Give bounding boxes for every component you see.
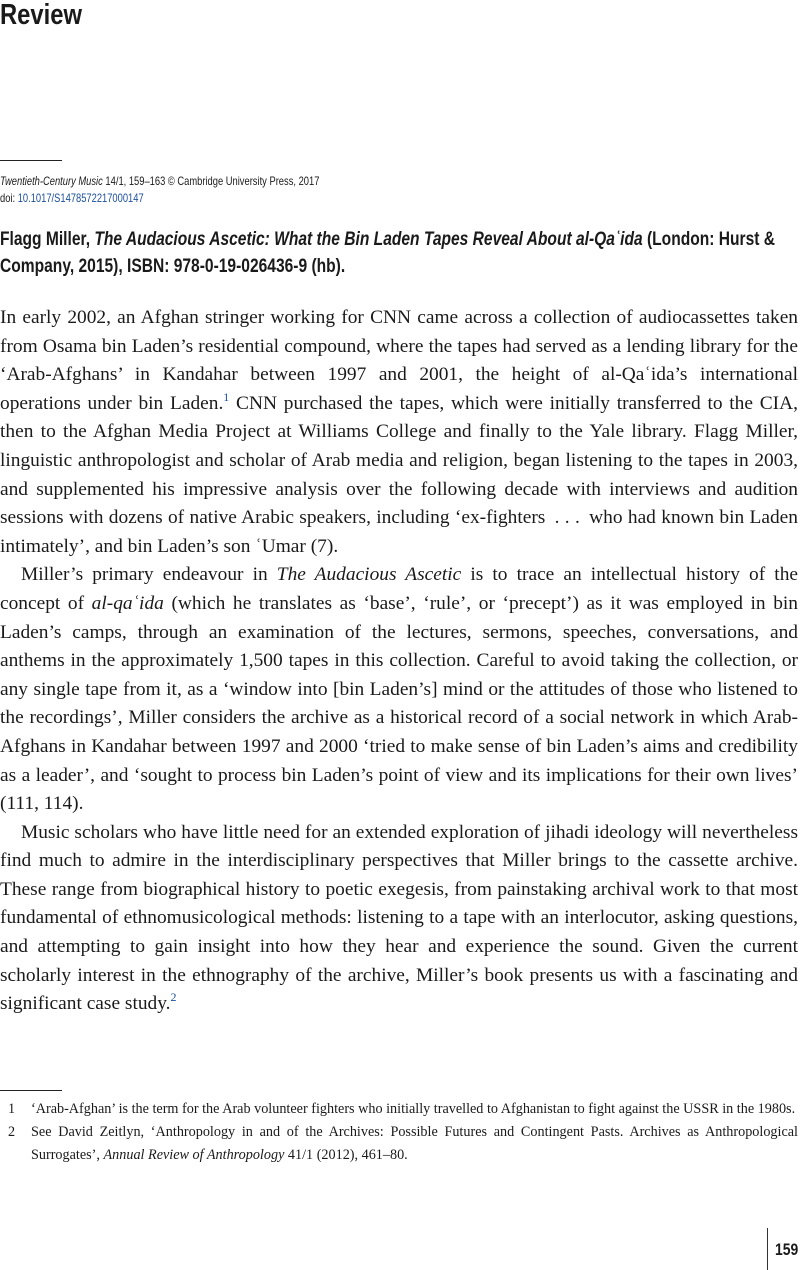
doi-line (0, 191, 144, 207)
footnote-1 (0, 1098, 798, 1121)
footnote-ref-1[interactable]: 1 (223, 389, 230, 404)
doi-link[interactable]: 10.1017/S1478572217000147 (17, 191, 144, 205)
footnote-2 (0, 1121, 798, 1167)
paragraph-1-text-a: In early 2002, an Afghan stringer working for CNN came across a collection of audiocassettes taken from Osama bin Laden’s residential compound, where the tapes had served as a lending library for the ‘Arab-Afghans’ in Kandahar between 1997 and 2001, the height of al-Qaʿida’s international operations under bin Laden. (0, 307, 798, 414)
doi-label: doi: (0, 191, 18, 205)
footnote-1-number: 1 (8, 1101, 16, 1117)
paragraph-2-text-b: is to trace an intellectual history of the concept of (0, 564, 798, 614)
review-heading (0, 226, 800, 280)
paragraph-1 (0, 304, 798, 561)
paragraph-2-text-c: (which he translates as ‘base’, ‘rule’, or ‘precept’) as it was employed in bin Laden’s camps, through an examination of the lectures, sermons, speeches, conversations, and anthems in the approximately 1,500 tapes in this collection. Careful to avoid taking the collection, or any single tape from it, as a ‘window into [bin Laden’s] mind or the attitudes of those who listened to the recordings’, Miller considers the archive as a historical record of a social network in which Arab-Afghans in Kandahar between 1997 and 2000 ‘tried to make sense of bin Laden’s aims and credibility as a leader’, and ‘sought to process bin Laden’s point of view and its implications for their own lives’ (111, 114). (0, 592, 798, 815)
paragraph-3 (0, 819, 798, 1019)
paragraph-2 (0, 561, 798, 818)
journal-name: Twentieth-Century Music (0, 174, 103, 188)
paragraph-1-text-b: CNN purchased the tapes, which were initially transferred to the CIA, then to the Afghan Media Project at Williams College and finally to the Yale library. Flagg Miller, linguistic anthropologist and scholar of Arab media and religion, began listening to the tapes in 2003, and supplemented his impressive analysis over the following decade with interviews and audition sessions with dozens of native Arabic speakers, including ‘ex-fighters . . . who had known bin Laden intimately’, and bin Laden’s son ʿUmar (7). (0, 392, 798, 557)
paragraph-3-text: Music scholars who have little need for an extended exploration of jihadi ideology will nevertheless find much to admire in the interdisciplinary perspectives that Miller brings to the cassette archive. These range from biographical history to poetic exegesis, from painstaking archival work to that most fundamental of ethnomusicological methods: listening to a tape with an interlocutor, asking questions, and attempting to gain insight into how they hear and experience the sound. Given the current scholarly interest in the ethnography of the archive, Miller’s book presents us with a fascinating and significant case study. (0, 821, 798, 1015)
citation-details: 14/1, 159–163 © Cambridge University Press, 2017 (102, 174, 320, 188)
footnote-rule (0, 1090, 62, 1091)
reviewed-book-title: The Audacious Ascetic: What the Bin Laden Tapes Reveal About al-Qaʿida (94, 229, 643, 250)
section-header: Review (0, 0, 82, 31)
journal-citation (0, 174, 319, 190)
footnote-2-journal: Annual Review of Anthropology (103, 1147, 285, 1163)
footnote-2-text-b: 41/1 (2012), 461–80. (284, 1147, 408, 1163)
footnotes (0, 1098, 798, 1167)
page-number-rule (767, 1228, 768, 1270)
paragraph-2-text-a: Miller’s primary endeavour in (21, 564, 277, 586)
footnote-ref-2[interactable]: 2 (170, 990, 177, 1005)
footnote-2-number: 2 (8, 1124, 16, 1140)
article-body (0, 304, 798, 1019)
footnote-1-text: ‘Arab-Afghan’ is the term for the Arab volunteer fighters who initially travelled to Afghanistan to fight against the USSR in the 1980s. (31, 1101, 796, 1117)
header-rule (0, 160, 62, 161)
reviewed-author: Flagg Miller, (0, 229, 95, 250)
footnote-2-text-a: See David Zeitlyn, ‘Anthropology in and of the Archives: Possible Futures and Contingent Pasts. Archives as Anthropological Surrogates’, (31, 1124, 798, 1163)
page-number: 159 (775, 1240, 799, 1259)
paragraph-2-book-title: The Audacious Ascetic (276, 564, 462, 586)
publication-details: (London: Hurst & Company, 2015), ISBN: 978-0-19-026436-9 (hb). (0, 229, 776, 277)
paragraph-2-term: al-qaʿida (91, 592, 164, 614)
